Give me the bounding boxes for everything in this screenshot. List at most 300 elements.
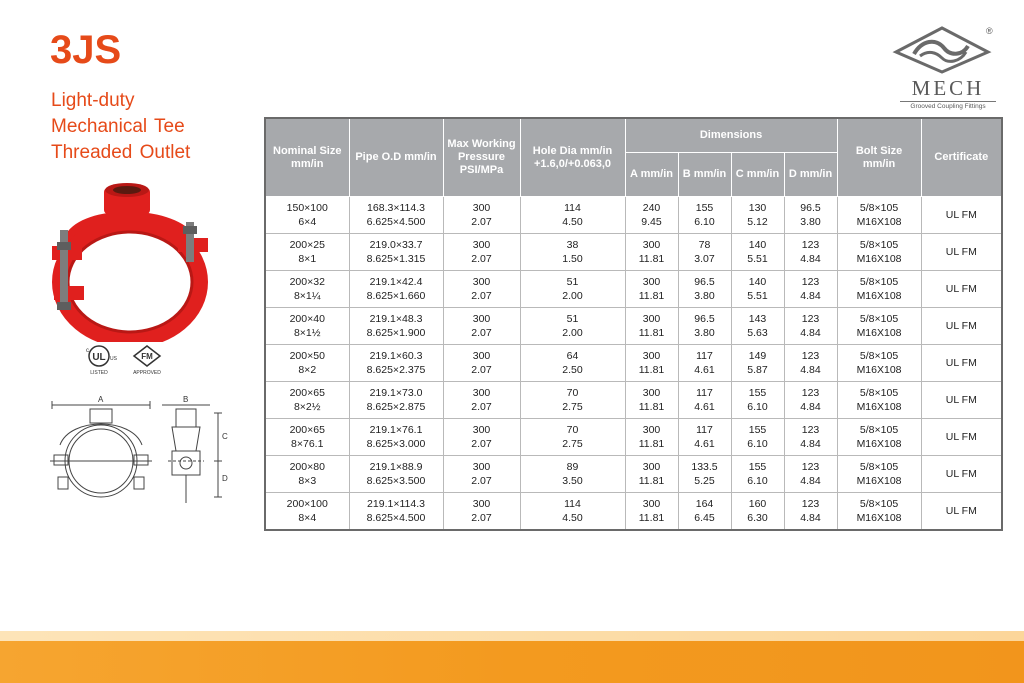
- cell-pressure-metric: 300: [472, 350, 491, 362]
- cell-dim-d-metric: 123: [801, 350, 820, 362]
- cell-bolt-size-metric: 5/8×105: [859, 387, 899, 399]
- cell-dim-a: [625, 197, 678, 234]
- cell-hole-dia: [520, 382, 625, 419]
- cell-dim-a: [625, 456, 678, 493]
- cell-dim-a-imperial: 11.81: [638, 364, 665, 376]
- header-pipe-od: Pipe O.D mm/in: [349, 118, 443, 197]
- certification-marks: [84, 344, 164, 381]
- cell-bolt-size-imperial: M16X108: [856, 327, 902, 339]
- cell-nominal-size-imperial: 6×4: [298, 216, 317, 228]
- cell-nominal-size-imperial: 8×3: [298, 475, 317, 487]
- cell-pressure-metric: 300: [472, 239, 491, 251]
- cell-dim-b-metric: 117: [696, 424, 713, 436]
- cell-certificate: UL FM: [921, 345, 1002, 382]
- cell-dim-b: [678, 234, 731, 271]
- cell-dim-a-metric: 300: [642, 461, 661, 473]
- cell-dim-c: [731, 456, 784, 493]
- cell-pipe-od-metric: 219.0×33.7: [369, 239, 423, 251]
- brand-tagline: Grooved Coupling Fittings: [900, 101, 996, 110]
- cell-dim-b-metric: 96.5: [694, 276, 715, 288]
- cell-pressure: [443, 382, 520, 419]
- cell-dim-d-metric: 123: [801, 461, 820, 473]
- cell-dim-c-metric: 155: [748, 424, 767, 436]
- cell-bolt-size-metric: 5/8×105: [859, 202, 899, 214]
- cell-pressure-imperial: 2.07: [471, 475, 492, 487]
- cell-nominal-size-metric: 200×40: [289, 313, 325, 325]
- cell-dim-a-imperial: 11.81: [638, 290, 665, 302]
- cell-dim-a: [625, 345, 678, 382]
- table-row: [265, 345, 1002, 382]
- cell-dim-c-metric: 143: [748, 313, 767, 325]
- cell-nominal-size-metric: 200×50: [289, 350, 325, 362]
- cell-bolt-size: [837, 456, 921, 493]
- cell-nominal-size-imperial: 8×2: [298, 364, 317, 376]
- cell-bolt-size-imperial: M16X108: [856, 216, 902, 228]
- cell-dim-d-metric: 123: [801, 424, 820, 436]
- ul-listed-icon: [84, 344, 164, 376]
- dim-b-label: B: [183, 395, 189, 404]
- cell-dim-b-imperial: 4.61: [694, 438, 715, 450]
- cell-dim-d-metric: 96.5: [800, 202, 821, 214]
- cell-dim-d-imperial: 4.84: [800, 512, 821, 524]
- cell-hole-dia-imperial: 2.00: [562, 290, 583, 302]
- cell-dim-b-metric: 164: [695, 498, 714, 510]
- cell-hole-dia: [520, 197, 625, 234]
- fm-approved-label: APPROVED: [133, 370, 161, 376]
- product-name: [51, 88, 261, 166]
- cell-pipe-od: [349, 308, 443, 345]
- cell-hole-dia-metric: 70: [566, 424, 579, 436]
- cell-dim-c-metric: 140: [748, 239, 767, 251]
- cell-pressure-metric: 300: [472, 387, 491, 399]
- cell-dim-d: [784, 456, 837, 493]
- cell-pipe-od: [349, 271, 443, 308]
- ul-mark: UL: [92, 352, 106, 363]
- cell-pipe-od-imperial: 8.625×1.315: [366, 253, 426, 265]
- cell-nominal-size-imperial: 8×2½: [293, 401, 321, 413]
- product-name-line: Threaded Outlet: [51, 142, 191, 163]
- cell-dim-a-metric: 300: [642, 350, 661, 362]
- cell-dim-c-metric: 160: [748, 498, 767, 510]
- header-dimensions: Dimensions: [625, 118, 837, 153]
- cell-nominal-size: [265, 234, 349, 271]
- cell-bolt-size-metric: 5/8×105: [859, 313, 899, 325]
- cell-dim-c-metric: 149: [748, 350, 767, 362]
- mech-logo: [886, 24, 1006, 114]
- cell-hole-dia: [520, 345, 625, 382]
- cell-nominal-size: [265, 197, 349, 234]
- cell-nominal-size-imperial: 8×1¼: [293, 290, 321, 302]
- cell-dim-d-imperial: 4.84: [800, 364, 821, 376]
- cell-pipe-od-metric: 219.1×48.3: [369, 313, 423, 325]
- cell-dim-b-imperial: 5.25: [694, 475, 715, 487]
- cell-pipe-od: [349, 345, 443, 382]
- cell-nominal-size-imperial: 8×76.1: [291, 438, 324, 450]
- cell-pressure-metric: 300: [472, 498, 491, 510]
- cell-bolt-size: [837, 382, 921, 419]
- cell-dim-d: [784, 493, 837, 531]
- cell-dim-b: [678, 271, 731, 308]
- cell-pipe-od-imperial: 8.625×2.875: [366, 401, 426, 413]
- cell-dim-c-imperial: 6.10: [747, 438, 768, 450]
- header-certificate: Certificate: [921, 118, 1002, 197]
- cell-bolt-size-metric: 5/8×105: [859, 350, 899, 362]
- product-name-line: Mechanical Tee: [51, 116, 185, 137]
- cell-bolt-size: [837, 271, 921, 308]
- cell-dim-d-imperial: 3.80: [800, 216, 821, 228]
- cell-dim-b-imperial: 6.10: [694, 216, 715, 228]
- cell-hole-dia-metric: 89: [566, 461, 579, 473]
- cell-bolt-size-metric: 5/8×105: [859, 424, 899, 436]
- cell-dim-a: [625, 234, 678, 271]
- cell-pressure-imperial: 2.07: [471, 253, 492, 265]
- header-dim-d: D mm/in: [784, 153, 837, 197]
- cell-dim-c: [731, 345, 784, 382]
- cell-pipe-od-metric: 219.1×60.3: [369, 350, 423, 362]
- cell-dim-d-metric: 123: [801, 498, 820, 510]
- cell-pressure: [443, 493, 520, 531]
- cell-pipe-od-metric: 219.1×114.3: [367, 498, 425, 510]
- cell-dim-c-imperial: 5.12: [747, 216, 768, 228]
- cell-certificate: UL FM: [921, 271, 1002, 308]
- cell-dim-d: [784, 197, 837, 234]
- table-row: [265, 197, 1002, 234]
- cell-dim-a-imperial: 11.81: [638, 512, 665, 524]
- cell-bolt-size-imperial: M16X108: [856, 475, 902, 487]
- cell-dim-c: [731, 419, 784, 456]
- cell-hole-dia-imperial: 1.50: [562, 253, 583, 265]
- cell-hole-dia-metric: 38: [566, 239, 579, 251]
- cell-certificate: UL FM: [921, 197, 1002, 234]
- cell-nominal-size: [265, 271, 349, 308]
- cell-hole-dia-imperial: 2.75: [562, 438, 583, 450]
- cell-dim-c-imperial: 6.30: [747, 512, 768, 524]
- cell-dim-c-imperial: 6.10: [747, 475, 768, 487]
- cell-pipe-od: [349, 382, 443, 419]
- cell-bolt-size-metric: 5/8×105: [859, 239, 899, 251]
- cell-dim-b-metric: 96.5: [694, 313, 715, 325]
- cell-dim-a: [625, 419, 678, 456]
- cell-nominal-size-metric: 200×80: [289, 461, 325, 473]
- cell-pipe-od-imperial: 6.625×4.500: [366, 216, 426, 228]
- cell-dim-d-imperial: 4.84: [800, 327, 821, 339]
- ul-c-mark: c: [86, 348, 89, 354]
- cell-dim-a-metric: 300: [642, 498, 661, 510]
- cell-bolt-size: [837, 419, 921, 456]
- cell-nominal-size: [265, 308, 349, 345]
- cell-pressure-metric: 300: [472, 276, 491, 288]
- header-nominal-size: Nominal Size mm/in: [265, 118, 349, 197]
- cell-dim-d: [784, 308, 837, 345]
- cell-certificate: UL FM: [921, 456, 1002, 493]
- cell-dim-b-imperial: 4.61: [694, 401, 715, 413]
- cell-pipe-od-metric: 219.1×73.0: [369, 387, 423, 399]
- cell-pipe-od: [349, 456, 443, 493]
- cell-dim-b-imperial: 6.45: [694, 512, 715, 524]
- cell-dim-b: [678, 382, 731, 419]
- cell-dim-c-imperial: 6.10: [747, 401, 768, 413]
- cell-nominal-size-imperial: 8×1½: [293, 327, 321, 339]
- cell-hole-dia: [520, 456, 625, 493]
- cell-pipe-od-metric: 168.3×114.3: [367, 202, 425, 214]
- cell-dim-d: [784, 382, 837, 419]
- cell-dim-d: [784, 271, 837, 308]
- cell-hole-dia-metric: 70: [566, 387, 579, 399]
- cell-dim-d: [784, 419, 837, 456]
- cell-pressure-imperial: 2.07: [471, 401, 492, 413]
- cell-pressure-imperial: 2.07: [471, 512, 492, 524]
- cell-pressure: [443, 197, 520, 234]
- cell-dim-c-imperial: 5.51: [747, 253, 768, 265]
- cell-hole-dia-imperial: 4.50: [562, 216, 583, 228]
- cell-pressure-imperial: 2.07: [471, 216, 492, 228]
- cell-pressure: [443, 419, 520, 456]
- cell-hole-dia-metric: 64: [566, 350, 579, 362]
- cell-hole-dia: [520, 234, 625, 271]
- dim-c-label: C: [222, 432, 228, 441]
- cell-dim-a: [625, 271, 678, 308]
- cell-dim-d-imperial: 4.84: [800, 438, 821, 450]
- cell-pressure-imperial: 2.07: [471, 438, 492, 450]
- cell-dim-c: [731, 271, 784, 308]
- cell-pipe-od-metric: 219.1×42.4: [369, 276, 423, 288]
- cell-dim-d-metric: 123: [801, 387, 820, 399]
- cell-dim-c-imperial: 5.51: [747, 290, 768, 302]
- cell-certificate: UL FM: [921, 382, 1002, 419]
- cell-dim-b-metric: 117: [696, 350, 713, 362]
- cell-pipe-od-metric: 219.1×88.9: [369, 461, 423, 473]
- cell-dim-a: [625, 493, 678, 531]
- cell-pipe-od-imperial: 8.625×2.375: [366, 364, 426, 376]
- cell-bolt-size: [837, 493, 921, 531]
- cell-pressure: [443, 456, 520, 493]
- cell-nominal-size-metric: 200×25: [289, 239, 325, 251]
- cell-dim-d-metric: 123: [801, 313, 820, 325]
- cell-dim-d-imperial: 4.84: [800, 253, 821, 265]
- cell-bolt-size: [837, 234, 921, 271]
- brand-name: MECH: [911, 76, 985, 100]
- cell-pipe-od-imperial: 8.625×3.000: [366, 438, 426, 450]
- cell-dim-a-imperial: 11.81: [638, 253, 665, 265]
- cell-bolt-size-imperial: M16X108: [856, 438, 902, 450]
- cell-dim-a-metric: 300: [642, 387, 661, 399]
- cell-pressure: [443, 271, 520, 308]
- header-dim-a: A mm/in: [625, 153, 678, 197]
- ul-us-mark: US: [110, 356, 117, 362]
- cell-pipe-od: [349, 234, 443, 271]
- cell-nominal-size-metric: 200×32: [289, 276, 325, 288]
- cell-nominal-size-metric: 200×65: [289, 387, 325, 399]
- cell-hole-dia: [520, 308, 625, 345]
- cell-dim-a-imperial: 11.81: [638, 327, 665, 339]
- cell-dim-d-metric: 123: [801, 239, 820, 251]
- cell-bolt-size-metric: 5/8×105: [859, 461, 899, 473]
- cell-certificate: UL FM: [921, 234, 1002, 271]
- spec-table: [264, 117, 1003, 531]
- cell-pressure-imperial: 2.07: [471, 327, 492, 339]
- cell-dim-a-metric: 300: [642, 276, 661, 288]
- cell-dim-b-imperial: 3.80: [694, 327, 715, 339]
- cell-dim-c-imperial: 5.87: [747, 364, 768, 376]
- cell-nominal-size-metric: 200×65: [289, 424, 325, 436]
- footer-highlight: [0, 631, 1024, 641]
- table-row: [265, 271, 1002, 308]
- cell-bolt-size-imperial: M16X108: [856, 401, 902, 413]
- cell-certificate: UL FM: [921, 308, 1002, 345]
- cell-dim-a-metric: 240: [642, 202, 661, 214]
- cell-dim-a-metric: 300: [642, 313, 661, 325]
- dim-a-label: A: [98, 395, 104, 404]
- cell-hole-dia: [520, 493, 625, 531]
- cell-bolt-size-imperial: M16X108: [856, 512, 902, 524]
- cell-dim-a-imperial: 11.81: [638, 401, 665, 413]
- cell-nominal-size: [265, 419, 349, 456]
- fm-mark: FM: [141, 352, 153, 361]
- cell-hole-dia-imperial: 2.50: [562, 364, 583, 376]
- cell-pipe-od: [349, 197, 443, 234]
- cell-hole-dia-metric: 51: [566, 276, 579, 288]
- cell-dim-d-metric: 123: [801, 276, 820, 288]
- cell-hole-dia: [520, 419, 625, 456]
- cell-pressure-metric: 300: [472, 313, 491, 325]
- cell-dim-c: [731, 382, 784, 419]
- header-hole-dia: Hole Dia mm/in +1.6,0/+0.063,0: [520, 118, 625, 197]
- product-photo: [44, 182, 224, 347]
- cell-bolt-size: [837, 308, 921, 345]
- cell-hole-dia: [520, 271, 625, 308]
- cell-nominal-size-metric: 200×100: [286, 498, 328, 510]
- cell-bolt-size-imperial: M16X108: [856, 290, 902, 302]
- header-bolt-size: Bolt Size mm/in: [837, 118, 921, 197]
- cell-dim-b-metric: 78: [698, 239, 711, 251]
- cell-dim-a-imperial: 11.81: [638, 475, 665, 487]
- cell-pipe-od-imperial: 8.625×4.500: [366, 512, 426, 524]
- cell-nominal-size: [265, 493, 349, 531]
- cell-dim-d-imperial: 4.84: [800, 290, 821, 302]
- cell-dim-d-imperial: 4.84: [800, 401, 821, 413]
- cell-pressure-metric: 300: [472, 424, 491, 436]
- cell-dim-c-metric: 140: [748, 276, 767, 288]
- cell-bolt-size-metric: 5/8×105: [859, 498, 899, 510]
- cell-nominal-size-metric: 150×100: [286, 202, 328, 214]
- cell-nominal-size: [265, 456, 349, 493]
- cell-nominal-size: [265, 345, 349, 382]
- cell-pressure-metric: 300: [472, 202, 491, 214]
- cell-dim-b-imperial: 3.80: [694, 290, 715, 302]
- cell-dim-c-metric: 130: [748, 202, 767, 214]
- cell-dim-a-imperial: 9.45: [641, 216, 662, 228]
- ul-listed-label: LISTED: [90, 370, 108, 376]
- cell-pipe-od-metric: 219.1×76.1: [369, 424, 423, 436]
- cell-dim-d-imperial: 4.84: [800, 475, 821, 487]
- cell-dim-c: [731, 308, 784, 345]
- cell-dim-b: [678, 197, 731, 234]
- cell-dim-a-imperial: 11.81: [638, 438, 665, 450]
- cell-dim-a-metric: 300: [642, 424, 661, 436]
- cell-dim-b: [678, 345, 731, 382]
- cell-nominal-size: [265, 382, 349, 419]
- product-model-title: 3JS: [50, 28, 122, 72]
- cell-bolt-size: [837, 345, 921, 382]
- dim-d-label: D: [222, 474, 228, 483]
- cell-dim-c: [731, 493, 784, 531]
- cell-hole-dia-metric: 114: [564, 498, 581, 510]
- cell-dim-b-imperial: 3.07: [694, 253, 715, 265]
- cell-nominal-size-imperial: 8×1: [298, 253, 317, 265]
- cell-dim-b: [678, 456, 731, 493]
- table-row: [265, 234, 1002, 271]
- header-max-pressure: Max Working Pressure PSI/MPa: [443, 118, 520, 197]
- cell-dim-c-metric: 155: [748, 387, 767, 399]
- cell-pipe-od-imperial: 8.625×1.660: [366, 290, 426, 302]
- cell-pipe-od: [349, 419, 443, 456]
- dimension-drawings: [50, 393, 235, 513]
- cell-certificate: UL FM: [921, 419, 1002, 456]
- table-row: [265, 308, 1002, 345]
- cell-dim-b: [678, 493, 731, 531]
- cell-pressure-imperial: 2.07: [471, 290, 492, 302]
- cell-bolt-size-imperial: M16X108: [856, 364, 902, 376]
- cell-bolt-size-imperial: M16X108: [856, 253, 902, 265]
- cell-dim-c-imperial: 5.63: [747, 327, 768, 339]
- cell-dim-d: [784, 345, 837, 382]
- registered-mark: ®: [986, 26, 993, 36]
- header-dim-c: C mm/in: [731, 153, 784, 197]
- cell-dim-b: [678, 419, 731, 456]
- cell-dim-b-metric: 155: [695, 202, 714, 214]
- cell-dim-d: [784, 234, 837, 271]
- header-dim-b: B mm/in: [678, 153, 731, 197]
- product-name-line: Light-duty: [51, 90, 135, 111]
- cell-dim-a: [625, 308, 678, 345]
- cell-pressure-imperial: 2.07: [471, 364, 492, 376]
- cell-hole-dia-imperial: 3.50: [562, 475, 583, 487]
- cell-pressure: [443, 345, 520, 382]
- cell-certificate: UL FM: [921, 493, 1002, 531]
- cell-dim-a: [625, 382, 678, 419]
- cell-pressure-metric: 300: [472, 461, 491, 473]
- cell-nominal-size-imperial: 8×4: [298, 512, 317, 524]
- cell-hole-dia-metric: 51: [566, 313, 579, 325]
- cell-dim-c: [731, 234, 784, 271]
- cell-dim-b-metric: 117: [696, 387, 713, 399]
- cell-pressure: [443, 234, 520, 271]
- cell-pressure: [443, 308, 520, 345]
- cell-bolt-size-metric: 5/8×105: [859, 276, 899, 288]
- cell-hole-dia-imperial: 2.75: [562, 401, 583, 413]
- cell-bolt-size: [837, 197, 921, 234]
- cell-hole-dia-imperial: 2.00: [562, 327, 583, 339]
- cell-dim-b: [678, 308, 731, 345]
- table-row: [265, 493, 1002, 531]
- cell-dim-b-metric: 133.5: [691, 461, 718, 473]
- cell-pipe-od-imperial: 8.625×1.900: [366, 327, 426, 339]
- mech-emblem-icon: [892, 26, 992, 74]
- cell-hole-dia-imperial: 4.50: [562, 512, 583, 524]
- cell-pipe-od: [349, 493, 443, 531]
- table-row: [265, 419, 1002, 456]
- cell-dim-b-imperial: 4.61: [694, 364, 715, 376]
- cell-dim-c-metric: 155: [748, 461, 767, 473]
- table-row: [265, 382, 1002, 419]
- table-row: [265, 456, 1002, 493]
- cell-pipe-od-imperial: 8.625×3.500: [366, 475, 426, 487]
- cell-dim-a-metric: 300: [642, 239, 661, 251]
- footer-band: [0, 641, 1024, 683]
- cell-hole-dia-metric: 114: [564, 202, 581, 214]
- cell-dim-c: [731, 197, 784, 234]
- spec-table-body: [265, 197, 1002, 531]
